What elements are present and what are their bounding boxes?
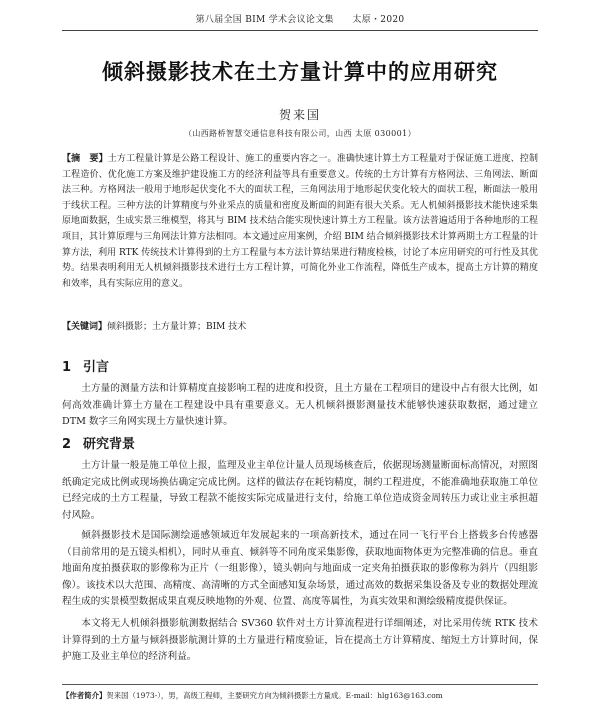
footnote-label: 【作者简介】 — [62, 691, 107, 700]
running-header: 第八届全国 BIM 学术会议论文集 太原・2020 — [195, 15, 405, 25]
paragraph: 土方计量一般是施工单位上报，监理及业主单位计量人员现场核查后，依据现场测量断面标高情况，对照图纸确定完成比例或现场换估确定完成比例。这样的做法存在耗钧精度，制约工程进度，不能准确地获取施工单位已经完成的土方工程量，导致工程款不能按实际完成量进行支付，给施工单位造成资金周转压力或让业主承担超付风险。 — [62, 460, 538, 521]
keywords-label: 【关键词】 — [62, 322, 108, 332]
header-rule — [62, 30, 538, 31]
footnote-text: 贺来国（1973-），男，高级工程师，主要研究方向为倾斜摄影土方量成。E-mail：hlg163@163.com — [106, 691, 443, 700]
section-heading-background — [62, 433, 135, 452]
abstract-text: 土方工程量计算是公路工程设计、施工的重要内容之一。准确快速计算土方工程量对于保证施工进度、控制工程造价、优化施工方案及维护建设施工方的经济利益等具有重要意义。传统的土方计算有方格网法、三角网法、断面法三种。方格网法一般用于地形起伏变化不大的面状工程，三角网法用于地形起伏变化较大的面状工程，断面法一般用于线状工程。三种方法的计算精度与外业采点的质量和密度及断面的间距有很大关系。无人机倾斜摄影技术能快速采集原地面数据，生成实景三维模型，将其与 BIM 技术结合能实现快速计算土方工程量。该方法普遍适用于各种地形的工程项目，其计算原理与三角网法计算方法相同。本文通过应用案例，介绍 BIM 结合倾斜摄影技术计算两期土方工程量的计算方法，利用 RTK 传统技术计算得到的土方工程量与本方法计算结果进行精度检核，讨论了本应用研究的可行性及其优势。结果表明利用无人机倾斜摄影技术进行土方工程计算，可简化外业工作流程，降低生产成本，提高土方计算的精度和效率，具有实际应用的意义。 — [62, 154, 538, 289]
section-number: 2 — [62, 437, 72, 452]
section-number: 1 — [62, 360, 72, 375]
abstract-label: 【摘 要】 — [62, 154, 108, 164]
keywords-text: 倾斜摄影；土方量计算；BIM 技术 — [107, 322, 247, 332]
author-affiliation: （山西路桥智慧交通信息科技有限公司，山西 太原 030001） — [183, 129, 417, 138]
section-title: 研究背景 — [83, 437, 136, 452]
paragraph: 土方量的测量方法和计算精度直接影响工程的进度和投资，且土方量在工程项目的建设中占有很大比例，如何高效准确计算土方量在工程建设中具有重要意义。无人机倾斜摄影测量技术能够快速获取数据，通过建立 DTM 数字三角网实现土方量快速计算。 — [62, 383, 538, 428]
abstract-block — [62, 152, 538, 292]
section-heading-introduction — [62, 356, 109, 375]
keywords-block — [62, 320, 538, 334]
paper-title: 倾斜摄影技术在土方量计算中的应用研究 — [102, 60, 498, 84]
section-title: 引言 — [83, 360, 110, 375]
footnote-rule — [62, 684, 538, 685]
paragraph: 本文将无人机倾斜摄影航测数据结合 SV360 软件对土方计算流程进行详细阐述，对比采用传统 RTK 技术计算得到的土方量与倾斜摄影航测计算的土方量进行精度验证，旨在提高土方计算精度、缩短土方计算时间，保护施工及业主单位的经济利益。 — [62, 618, 538, 663]
author-name: 贺来国 — [278, 108, 321, 122]
author-footnote — [62, 690, 538, 701]
paragraph: 倾斜摄影技术是国际测绘遥感领域近年发展起来的一项高新技术，通过在同一飞行平台上搭载多台传感器（目前常用的是五镜头相机），同时从垂直、倾斜等不同角度采集影像，获取地面物体更为完整准确的信息。垂直地面角度拍摄获取的影像称为正片（一组影像），镜头朝向与地面成一定夹角拍摄获取的影像称为斜片（四组影像）。该技术以大范围、高精度、高清晰的方式全面感知复杂场景，通过高效的数据采集设备及专业的数据处理流程生成的实景模型数据成果直观反映地物的外观、位置、高度等属性，为真实效果和测绘级精度提供保证。 — [62, 530, 538, 608]
